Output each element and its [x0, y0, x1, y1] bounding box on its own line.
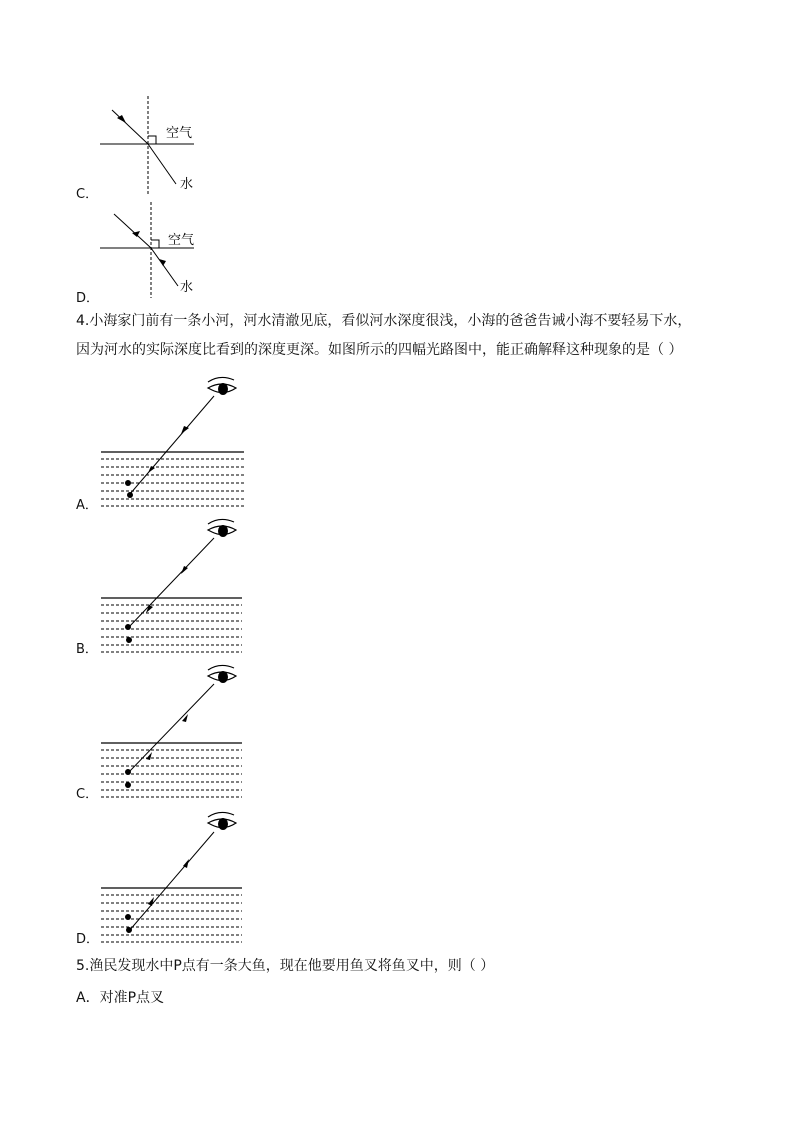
eye-icon — [208, 812, 236, 830]
arrow-icon — [148, 897, 154, 906]
q3-option-c-diagram — [96, 96, 206, 196]
eye-icon — [208, 377, 236, 395]
image-point — [125, 769, 131, 775]
arrow-icon — [181, 566, 188, 574]
refracted-ray — [148, 144, 176, 184]
light-ray — [129, 832, 214, 931]
q3-option-c-label: C． — [76, 187, 99, 202]
arrow-icon — [159, 259, 166, 266]
light-ray — [130, 396, 214, 494]
right-angle-mark — [151, 240, 159, 248]
q4-option-c-diagram — [96, 660, 248, 800]
right-angle-mark — [148, 136, 156, 144]
object-point — [125, 782, 131, 788]
q4-option-a-diagram — [96, 368, 248, 508]
q5-text-line1: 5.渔民发现水中P点有一条大鱼，现在他要用鱼叉将鱼叉中，则（ ） — [76, 958, 495, 974]
q4-option-d-diagram — [96, 806, 248, 946]
q4-text-line2: 因为河水的实际深度比看到的深度更深。如图所示的四幅光路图中，能正确解释这种现象的是（ ） — [76, 342, 683, 358]
incident-ray — [112, 110, 148, 144]
q3-option-d-label: D． — [76, 291, 100, 306]
arrow-icon — [146, 605, 153, 613]
q4-option-b-diagram — [96, 514, 248, 654]
q4-option-a-label: A． — [76, 498, 98, 513]
q5-option-a: A．对准P点叉 — [76, 990, 165, 1006]
object-point — [125, 624, 131, 630]
arrow-icon — [182, 714, 188, 722]
eye-icon — [208, 665, 236, 683]
q4-option-d-label: D． — [76, 932, 100, 947]
image-point — [125, 914, 131, 920]
eye-icon — [208, 519, 236, 537]
object-point — [126, 927, 132, 933]
ray-in-water — [151, 248, 178, 286]
light-ray — [128, 684, 214, 773]
object-point — [127, 492, 133, 498]
water-label: 水 — [180, 177, 194, 192]
image-point — [126, 637, 132, 643]
q4-option-b-label: B． — [76, 642, 98, 657]
light-ray — [128, 538, 214, 628]
q3-option-d-diagram — [96, 202, 206, 300]
ray-in-air — [114, 214, 151, 248]
water-label: 水 — [180, 280, 194, 295]
air-label: 空气 — [168, 233, 195, 248]
q4-text-line1: 4.小海家门前有一条小河，河水清澈见底，看似河水深度很浅，小海的爸爸告诫小海不要轻易下水， — [76, 313, 692, 329]
image-point — [125, 480, 131, 486]
air-label: 空气 — [166, 126, 193, 141]
q4-option-c-label: C． — [76, 787, 99, 802]
